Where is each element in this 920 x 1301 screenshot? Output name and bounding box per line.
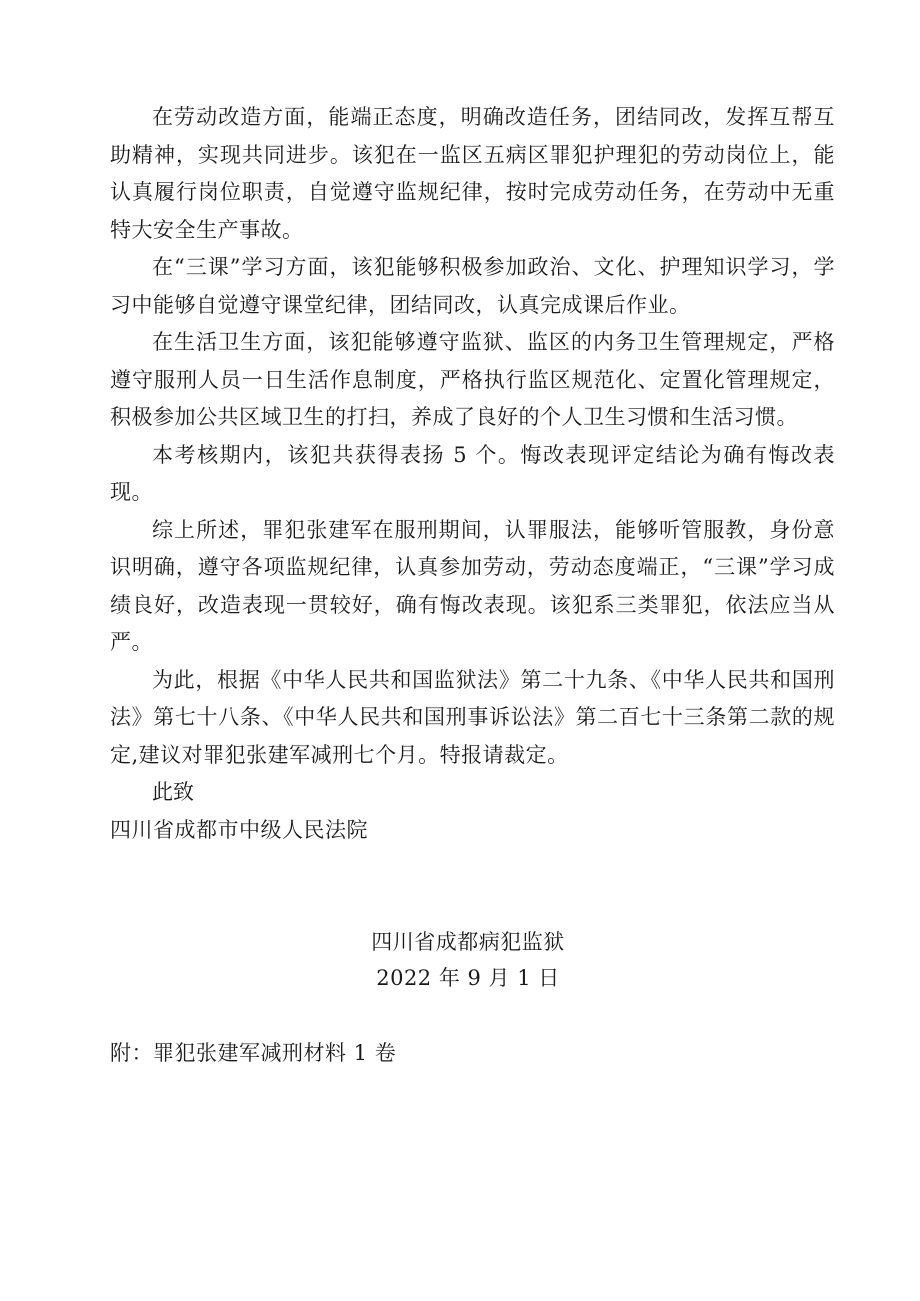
document-body bbox=[110, 99, 835, 849]
recipient-court: 四川省成都市中级人民法院 bbox=[110, 817, 368, 842]
salutation: 此致 bbox=[152, 780, 194, 804]
issuer-name: 四川省成都病犯监狱 bbox=[371, 930, 565, 954]
paragraph-labor-reform: 在劳动改造方面，能端正态度，明确改造任务，团结同改，发挥互帮互助精神，实现共同进步。该犯在一监区五病区罪犯护理犯的劳动岗位上，能认真履行岗位职责，自觉遵守监规纪律，按时完成劳动任务，在劳动中无重特大安全生产事故。 bbox=[110, 105, 835, 242]
paragraph-three-courses: 在“三课”学习方面，该犯能够积极参加政治、文化、护理知识学习，学习中能够自觉遵守课堂纪律，团结同改，认真完成课后作业。 bbox=[110, 255, 835, 317]
issue-date: 2022 年 9 月 1 日 bbox=[376, 966, 560, 990]
paragraph-summary: 综上所述，罪犯张建军在服刑期间，认罪服法，能够听管服教，身份意识明确，遵守各项监规纪律，认真参加劳动，劳动态度端正，“三课”学习成绩良好，改造表现一贯较好，确有悔改表现。该犯系三类罪犯，依法应当从严。 bbox=[110, 517, 835, 654]
signature-block bbox=[0, 924, 920, 996]
attachment-note: 附：罪犯张建军减刑材料 1 卷 bbox=[110, 1041, 397, 1065]
paragraph-recommendation: 为此，根据《中华人民共和国监狱法》第二十九条、《中华人民共和国刑法》第七十八条、《中华人民共和国刑事诉讼法》第二百七十三条第二款的规定,建议对罪犯张建军减刑七个月。特报请裁定。 bbox=[110, 667, 835, 767]
paragraph-commendations: 本考核期内，该犯共获得表扬 5 个。悔改表现评定结论为确有悔改表现。 bbox=[110, 442, 835, 504]
paragraph-hygiene: 在生活卫生方面，该犯能够遵守监狱、监区的内务卫生管理规定，严格遵守服刑人员一日生活作息制度，严格执行监区规范化、定置化管理规定，积极参加公共区域卫生的打扫，养成了良好的个人卫生习惯和生活习惯。 bbox=[110, 330, 835, 429]
